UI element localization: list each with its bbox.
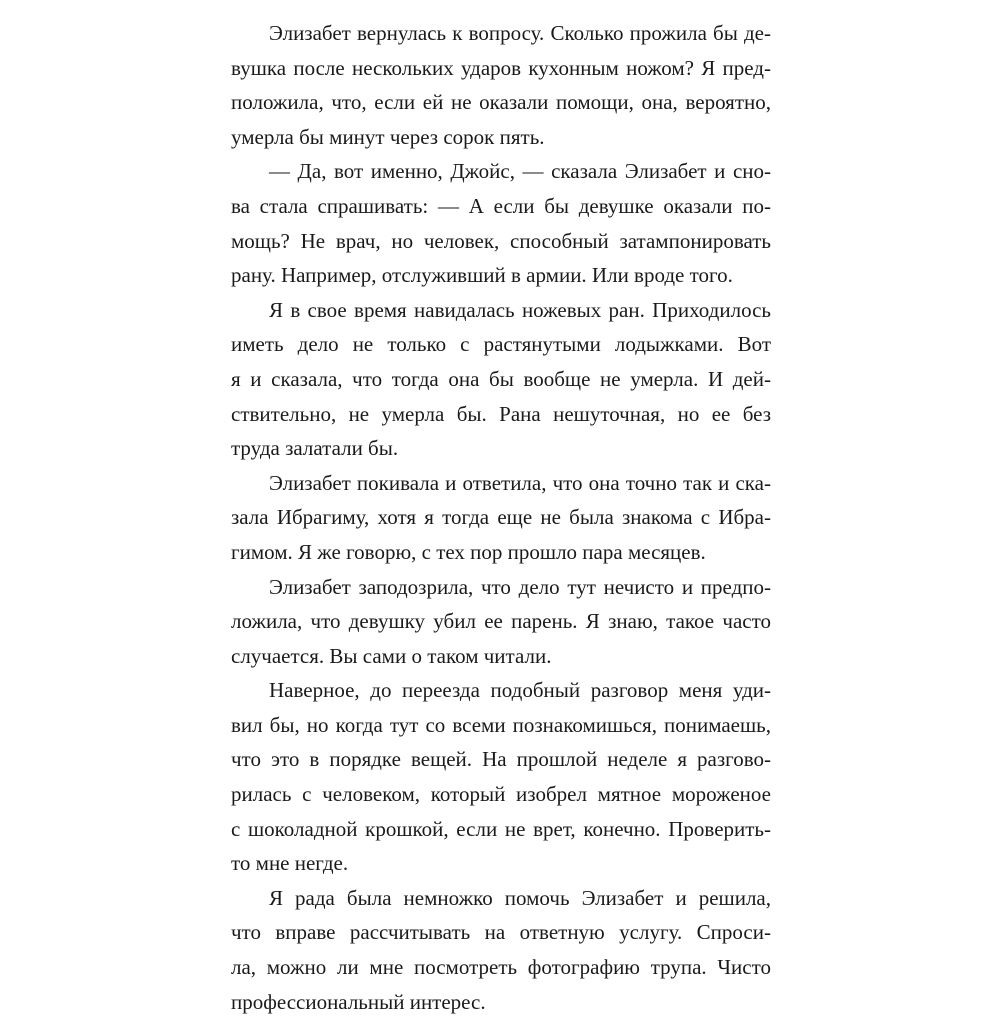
- text-line: Элизабет заподозрила, что дело тут нечисто и предпо-: [269, 574, 771, 599]
- text-line: с шоколадной крошкой, если не врет, конечно. Проверить-: [231, 816, 771, 841]
- text-line: Элизабет вернулась к вопросу. Сколько прожила бы де-: [269, 21, 771, 45]
- paragraph-5: [231, 570, 771, 674]
- text-line: рилась с человеком, который изобрел мятное мороженое: [231, 782, 771, 807]
- text-line: то мне негде.: [231, 851, 349, 876]
- text-line: мощь? Не врач, но человек, способный затампонировать: [231, 228, 771, 253]
- text-line: что вправе рассчитывать на ответную услугу. Спроси-: [231, 920, 771, 945]
- text-line: вушка после нескольких ударов кухонным ножом? Я пред-: [231, 55, 771, 80]
- text-line: труда залатали бы.: [231, 436, 399, 461]
- text-line: положила, что, если ей не оказали помощи, она, вероятно,: [231, 90, 771, 115]
- text-line: Я рада была немножко помочь Элизабет и решила,: [269, 885, 771, 910]
- text-line: рану. Например, отслуживший в армии. Или вроде того.: [231, 263, 733, 288]
- text-line: профессиональный интерес.: [231, 989, 486, 1014]
- text-line: что это в порядке вещей. На прошлой неделе я разгово-: [231, 747, 771, 772]
- text-line: зала Ибрагиму, хотя я тогда еще не была знакома с Ибра-: [231, 505, 771, 530]
- text-line: я и сказала, что тогда она бы вообще не умерла. И дей-: [231, 366, 771, 391]
- text-line: Наверное, до переезда подобный разговор меня уди-: [269, 678, 771, 703]
- text-line: Я в свое время навидалась ножевых ран. Приходилось: [269, 297, 771, 322]
- paragraph-6: [231, 673, 771, 881]
- paragraph-4: [231, 466, 771, 570]
- text-line: гимом. Я же говорю, с тех пор прошло пара месяцев.: [231, 539, 706, 564]
- text-line: случается. Вы сами о таком читали.: [231, 643, 552, 668]
- paragraph-3: [231, 293, 771, 466]
- text-line: умерла бы минут через сорок пять.: [231, 124, 545, 149]
- text-line: ла, можно ли мне посмотреть фотографию трупа. Чисто: [231, 955, 771, 980]
- text-line: — Да, вот именно, Джойс, — сказала Элизабет и сно-: [269, 159, 771, 184]
- text-line: ва стала спрашивать: — А если бы девушке оказали по-: [231, 193, 771, 218]
- text-line: ложила, что девушку убил ее парень. Я знаю, такое часто: [231, 609, 771, 634]
- text-line: иметь дело не только с растянутыми лодыжками. Вот: [231, 332, 771, 357]
- paragraph-2: [231, 154, 771, 292]
- paragraph-1: [231, 16, 771, 154]
- text-line: вил бы, но когда тут со всеми познакомишься, понимаешь,: [231, 712, 771, 737]
- body-text: [231, 16, 771, 1019]
- text-line: ствительно, не умерла бы. Рана нешуточная, но ее без: [231, 401, 771, 426]
- paragraph-7: [231, 881, 771, 1019]
- text-line: Элизабет покивала и ответила, что она точно так и ска-: [269, 470, 771, 495]
